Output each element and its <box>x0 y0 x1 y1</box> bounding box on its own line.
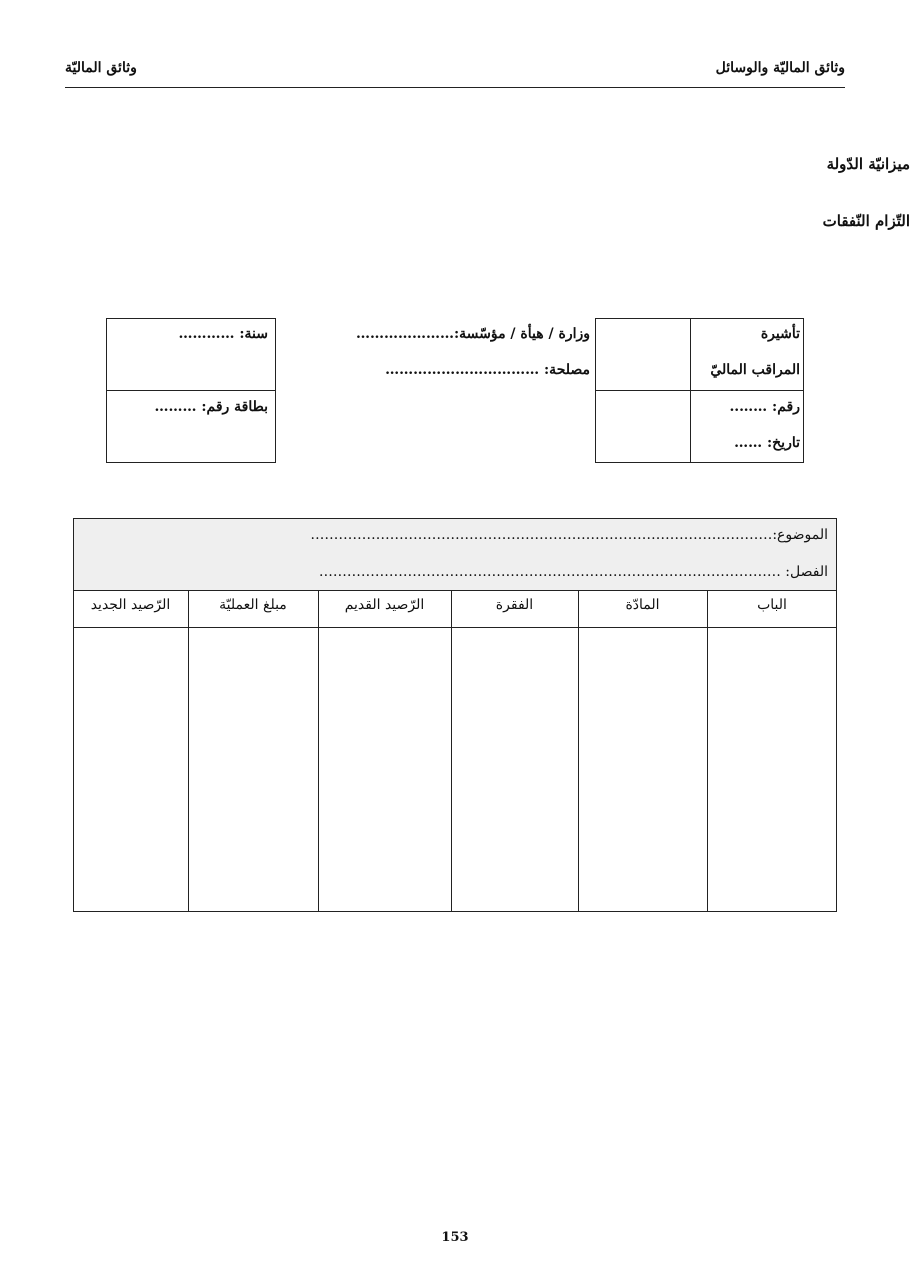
page-number: 153 <box>441 1230 469 1245</box>
visa-label: تأشيرة <box>760 326 800 342</box>
header-left: وثائق الماليّة <box>65 60 137 76</box>
table-col-divider <box>707 590 708 912</box>
year-card-rule <box>106 390 276 391</box>
column-header-article: المادّة <box>625 597 660 613</box>
column-header-old-balance: الرّصيد القديم <box>344 597 425 613</box>
chapter-field: الفصل: ……………………………………………………………………………………… <box>318 564 828 580</box>
visa-box-rule <box>595 390 804 391</box>
table-col-divider <box>318 590 319 912</box>
card-number-field: بطاقة رقم: ……… <box>154 399 268 415</box>
page-subtitle: التّزام النّفقات <box>822 212 910 230</box>
column-header-chapter: الباب <box>757 597 787 613</box>
column-header-new-balance: الرّصيد الجديد <box>90 597 171 613</box>
table-col-divider <box>578 590 579 912</box>
visa-number: رقم: …….. <box>729 399 800 415</box>
table-col-divider <box>188 590 189 912</box>
ministry-field: وزارة / هيأة / مؤسّسة:………………… <box>355 326 590 342</box>
controller-label: المراقب الماليّ <box>710 362 800 378</box>
service-field: مصلحة: …………………………… <box>385 362 590 378</box>
visa-date: تاريخ: …… <box>734 435 800 451</box>
table-col-divider <box>451 590 452 912</box>
page-title: ميزانيّة الدّولة <box>826 155 910 173</box>
column-header-operation-amount: مبلغ العمليّة <box>219 597 287 613</box>
subject-field: الموضوع:……………………………………………………………………………………… <box>310 527 828 543</box>
year-field: سنة: ………… <box>178 326 268 342</box>
column-header-paragraph: الفقرة <box>495 597 534 613</box>
header-right: وثائق الماليّة والوسائل <box>715 60 845 76</box>
header-rule <box>65 87 845 88</box>
